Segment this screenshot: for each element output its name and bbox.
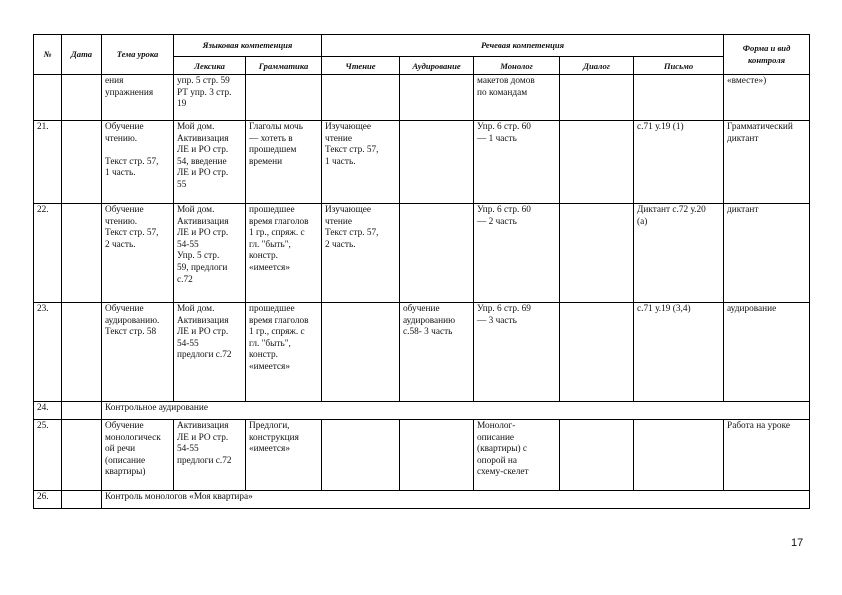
cell-num: 25.	[34, 420, 62, 491]
cell-num: 21.	[34, 121, 62, 204]
cell-writing: с.71 у.19 (1)	[634, 121, 724, 204]
cell-date	[62, 75, 102, 121]
header-writing: Письмо	[634, 57, 724, 75]
header-reading: Чтение	[322, 57, 400, 75]
cell-writing	[634, 420, 724, 491]
cell-topic: Обучение чтению. Текст стр. 57, 2 часть.	[102, 204, 174, 303]
cell-control: Работа на уроке	[724, 420, 810, 491]
cell-date	[62, 402, 102, 420]
cell-grammar: Предлоги, конструкция «имеется»	[246, 420, 322, 491]
lesson-plan-table	[33, 34, 810, 509]
cell-num: 26.	[34, 491, 62, 509]
cell-span-topic: Контрольное аудирование	[102, 402, 810, 420]
header-topic: Тема урока	[102, 35, 174, 75]
table-row	[34, 491, 810, 509]
cell-listening: обучение аудированию с.58- 3 часть	[400, 303, 474, 402]
cell-monologue: Упр. 6 стр. 69 — 3 часть	[474, 303, 560, 402]
header-monologue: Монолог	[474, 57, 560, 75]
cell-control: Грамматический диктант	[724, 121, 810, 204]
cell-date	[62, 204, 102, 303]
cell-dialogue	[560, 420, 634, 491]
cell-listening	[400, 121, 474, 204]
table-row	[34, 303, 810, 402]
cell-topic: Обучение монологическ ой речи (описание квартиры)	[102, 420, 174, 491]
cell-num: 24.	[34, 402, 62, 420]
cell-span-topic: Контроль монологов «Моя квартира»	[102, 491, 810, 509]
cell-date	[62, 121, 102, 204]
cell-reading	[322, 303, 400, 402]
cell-writing: Диктант с.72 у.20 (а)	[634, 204, 724, 303]
cell-reading	[322, 75, 400, 121]
cell-topic: Обучение чтению. Текст стр. 57, 1 часть.	[102, 121, 174, 204]
cell-num: 23.	[34, 303, 62, 402]
cell-writing: с.71 у.19 (3,4)	[634, 303, 724, 402]
cell-date	[62, 491, 102, 509]
header-grammar: Грамматика	[246, 57, 322, 75]
cell-grammar: прошедшее время глаголов 1 гр., спряж. с гл. "быть", констр. «имеется»	[246, 303, 322, 402]
cell-control: диктант	[724, 204, 810, 303]
header-language-competence: Языковая компетенция	[174, 35, 322, 57]
table-row	[34, 420, 810, 491]
cell-grammar: прошедшее время глаголов 1 гр., спряж. с гл. "быть", констр. «имеется»	[246, 204, 322, 303]
cell-num: 22.	[34, 204, 62, 303]
cell-reading: Изучающее чтение Текст стр. 57, 2 часть.	[322, 204, 400, 303]
table-row	[34, 75, 810, 121]
cell-num	[34, 75, 62, 121]
table-row	[34, 121, 810, 204]
cell-grammar: Глаголы мочь — хотеть в прошедшем времени	[246, 121, 322, 204]
table-row	[34, 204, 810, 303]
cell-lexis: упр. 5 стр. 59 РТ упр. 3 стр. 19	[174, 75, 246, 121]
cell-control: «вместе»)	[724, 75, 810, 121]
cell-reading: Изучающее чтение Текст стр. 57, 1 часть.	[322, 121, 400, 204]
page-number: 17	[791, 537, 804, 549]
header-listening: Аудирование	[400, 57, 474, 75]
cell-monologue: макетов домов по командам	[474, 75, 560, 121]
cell-monologue: Монолог- описание (квартиры) с опорой на схему-скелет	[474, 420, 560, 491]
cell-listening	[400, 204, 474, 303]
header-number: №	[34, 35, 62, 75]
header-lexis: Лексика	[174, 57, 246, 75]
cell-lexis: Мой дом. Активизация ЛЕ и РО стр. 54-55 Упр. 5 стр. 59, предлоги с.72	[174, 204, 246, 303]
cell-monologue: Упр. 6 стр. 60 — 1 часть	[474, 121, 560, 204]
header-dialogue: Диалог	[560, 57, 634, 75]
cell-date	[62, 303, 102, 402]
header-date: Дата	[62, 35, 102, 75]
cell-writing	[634, 75, 724, 121]
cell-topic: Обучение аудированию. Текст стр. 58	[102, 303, 174, 402]
cell-reading	[322, 420, 400, 491]
cell-dialogue	[560, 75, 634, 121]
header-speech-competence: Речевая компетенция	[322, 35, 724, 57]
cell-listening	[400, 420, 474, 491]
cell-lexis: Мой дом. Активизация ЛЕ и РО стр. 54, введение ЛЕ и РО стр. 55	[174, 121, 246, 204]
cell-control: аудирование	[724, 303, 810, 402]
header-control: Форма и вид контроля	[724, 35, 810, 75]
cell-dialogue	[560, 303, 634, 402]
cell-monologue: Упр. 6 стр. 60 — 2 часть	[474, 204, 560, 303]
cell-lexis: Активизация ЛЕ и РО стр. 54-55 предлоги с.72	[174, 420, 246, 491]
cell-dialogue	[560, 204, 634, 303]
cell-grammar	[246, 75, 322, 121]
cell-date	[62, 420, 102, 491]
table-row	[34, 402, 810, 420]
cell-listening	[400, 75, 474, 121]
cell-lexis: Мой дом. Активизация ЛЕ и РО стр. 54-55 предлоги с.72	[174, 303, 246, 402]
cell-topic: ения упражнения	[102, 75, 174, 121]
cell-dialogue	[560, 121, 634, 204]
